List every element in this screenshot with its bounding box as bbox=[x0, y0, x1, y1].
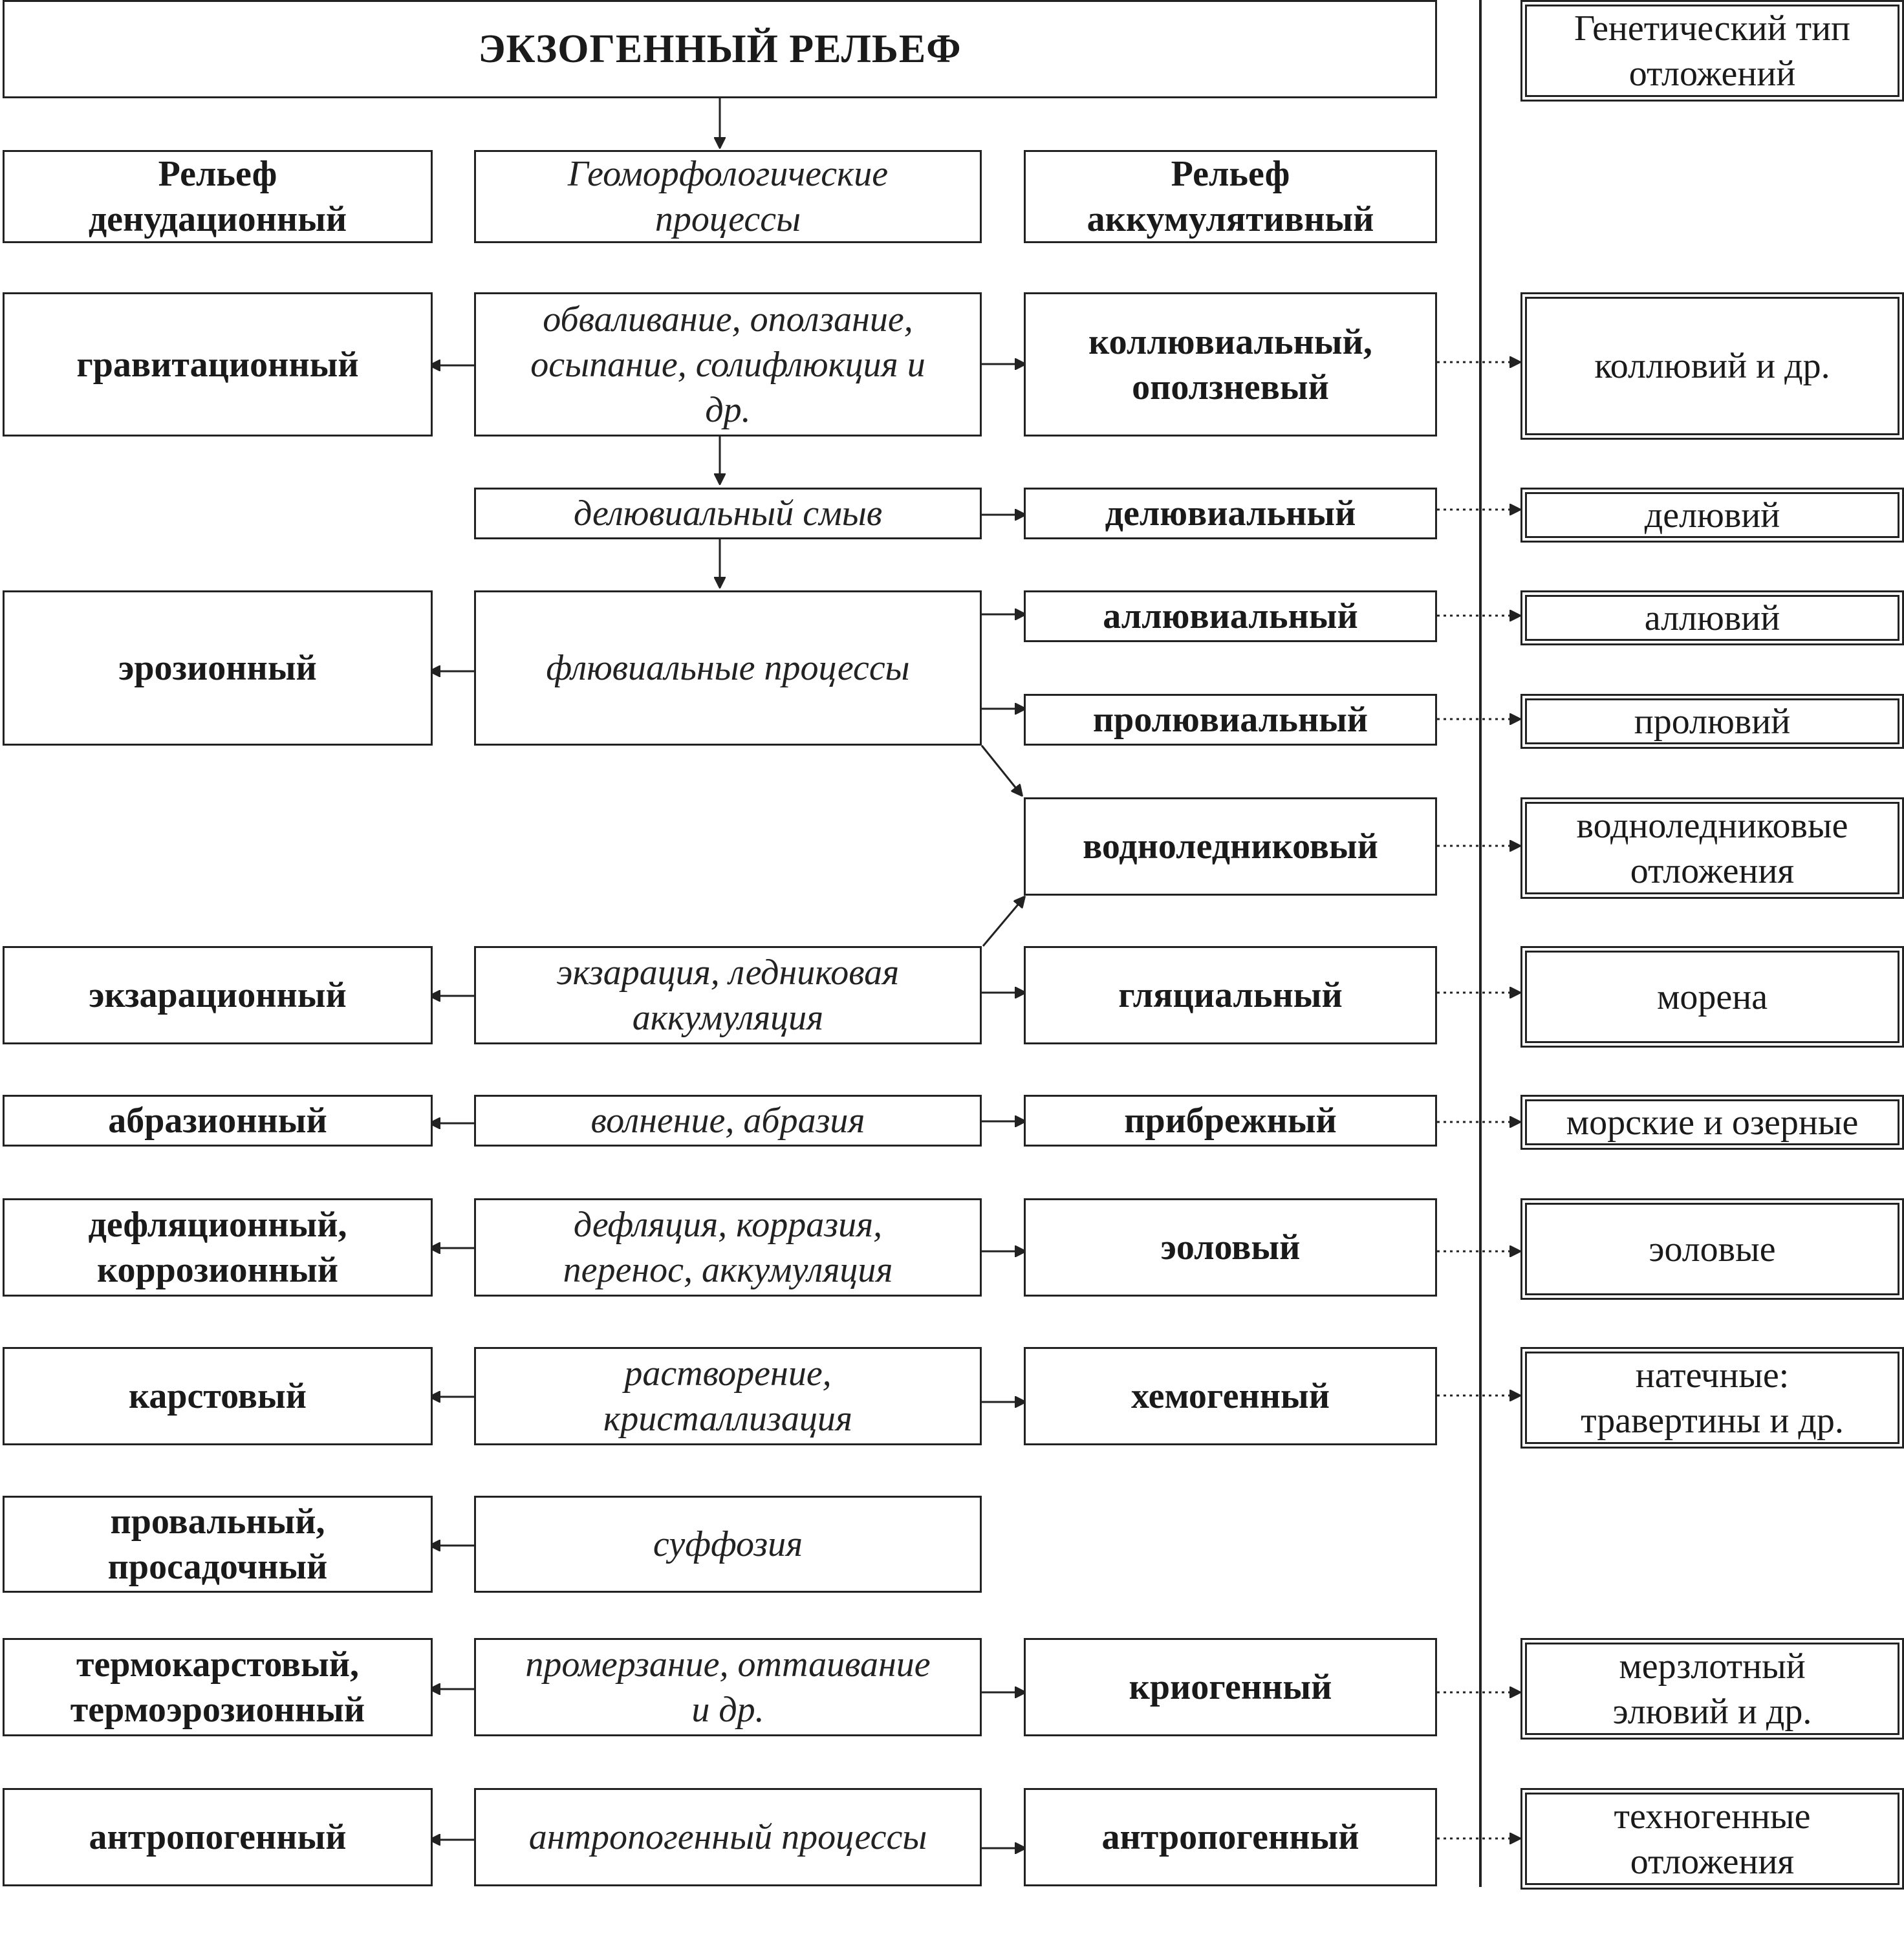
accum-alluvial: аллювиальный bbox=[1024, 590, 1437, 642]
deposit-travertine: натечные: травертины и др. bbox=[1520, 1347, 1904, 1449]
deposit-alluvium: аллювий bbox=[1520, 590, 1904, 645]
accum-anthropogenic: антропогенный bbox=[1024, 1788, 1437, 1886]
deposit-aeolian: эоловые bbox=[1520, 1198, 1904, 1300]
denud-gravitational: гравитационный bbox=[3, 292, 433, 436]
arrow-diag-to-fluvioglacial-from-glacial bbox=[983, 897, 1024, 946]
arrow-diag-to-fluvioglacial-from-fluvial bbox=[982, 746, 1022, 795]
denud-deflational: дефляционный, коррозионный bbox=[3, 1198, 433, 1297]
process-deluvial-wash: делювиальный смыв bbox=[474, 488, 982, 539]
header-denudational: Рельеф денудационный bbox=[3, 150, 433, 243]
accum-chemogenic: хемогенный bbox=[1024, 1347, 1437, 1445]
accum-cryogenic: криогенный bbox=[1024, 1638, 1437, 1736]
deposit-fluvioglacial: водноледниковые отложения bbox=[1520, 797, 1904, 899]
accum-fluvioglacial: водноледниковый bbox=[1024, 797, 1437, 896]
denud-thermokarst: термокарстовый, термоэрозионный bbox=[3, 1638, 433, 1736]
accum-colluvial: коллювиальный, оползневый bbox=[1024, 292, 1437, 436]
process-anthropogenic: антропогенный процессы bbox=[474, 1788, 982, 1886]
process-fluvial: флювиальные процессы bbox=[474, 590, 982, 746]
deposit-proluvium: пролювий bbox=[1520, 694, 1904, 749]
deposit-deluvium: делювий bbox=[1520, 488, 1904, 543]
header-processes: Геоморфологические процессы bbox=[474, 150, 982, 243]
process-dissolution: растворение, кристаллизация bbox=[474, 1347, 982, 1445]
process-deflation: дефляция, корразия, перенос, аккумуляция bbox=[474, 1198, 982, 1297]
denud-exarational: экзарационный bbox=[3, 946, 433, 1044]
process-gravitational: обваливание, оползание, осыпание, солифлюкция и др. bbox=[474, 292, 982, 436]
process-glacial: экзарация, ледниковая аккумуляция bbox=[474, 946, 982, 1044]
accum-proluvial: пролювиальный bbox=[1024, 694, 1437, 746]
denud-karst: карстовый bbox=[3, 1347, 433, 1445]
accum-deluvial: делювиальный bbox=[1024, 488, 1437, 539]
deposit-permafrost-eluvium: мерзлотный элювий и др. bbox=[1520, 1638, 1904, 1740]
denud-sinkhole: провальный, просадочный bbox=[3, 1496, 433, 1593]
denud-abrasional: абразионный bbox=[3, 1095, 433, 1147]
deposit-marine-lacustrine: морские и озерные bbox=[1520, 1095, 1904, 1150]
title-box bbox=[3, 0, 1437, 98]
accum-glacial: гляциальный bbox=[1024, 946, 1437, 1044]
accum-coastal: прибрежный bbox=[1024, 1095, 1437, 1147]
denud-erosional: эрозионный bbox=[3, 590, 433, 746]
deposit-technogenic: техногенные отложения bbox=[1520, 1788, 1904, 1890]
header-deposits: Генетический тип отложений bbox=[1520, 0, 1904, 102]
diagram-title: ЭКЗОГЕННЫЙ РЕЛЬЕФ bbox=[478, 27, 962, 71]
process-freezing: промерзание, оттаивание и др. bbox=[474, 1638, 982, 1736]
process-wave-abrasion: волнение, абразия bbox=[474, 1095, 982, 1147]
process-suffosion: суффозия bbox=[474, 1496, 982, 1593]
denud-anthropogenic: антропогенный bbox=[3, 1788, 433, 1886]
accum-aeolian: эоловый bbox=[1024, 1198, 1437, 1297]
deposit-moraine: морена bbox=[1520, 946, 1904, 1048]
header-accumulative: Рельеф аккумулятивный bbox=[1024, 150, 1437, 243]
deposit-colluvium: коллювий и др. bbox=[1520, 292, 1904, 440]
